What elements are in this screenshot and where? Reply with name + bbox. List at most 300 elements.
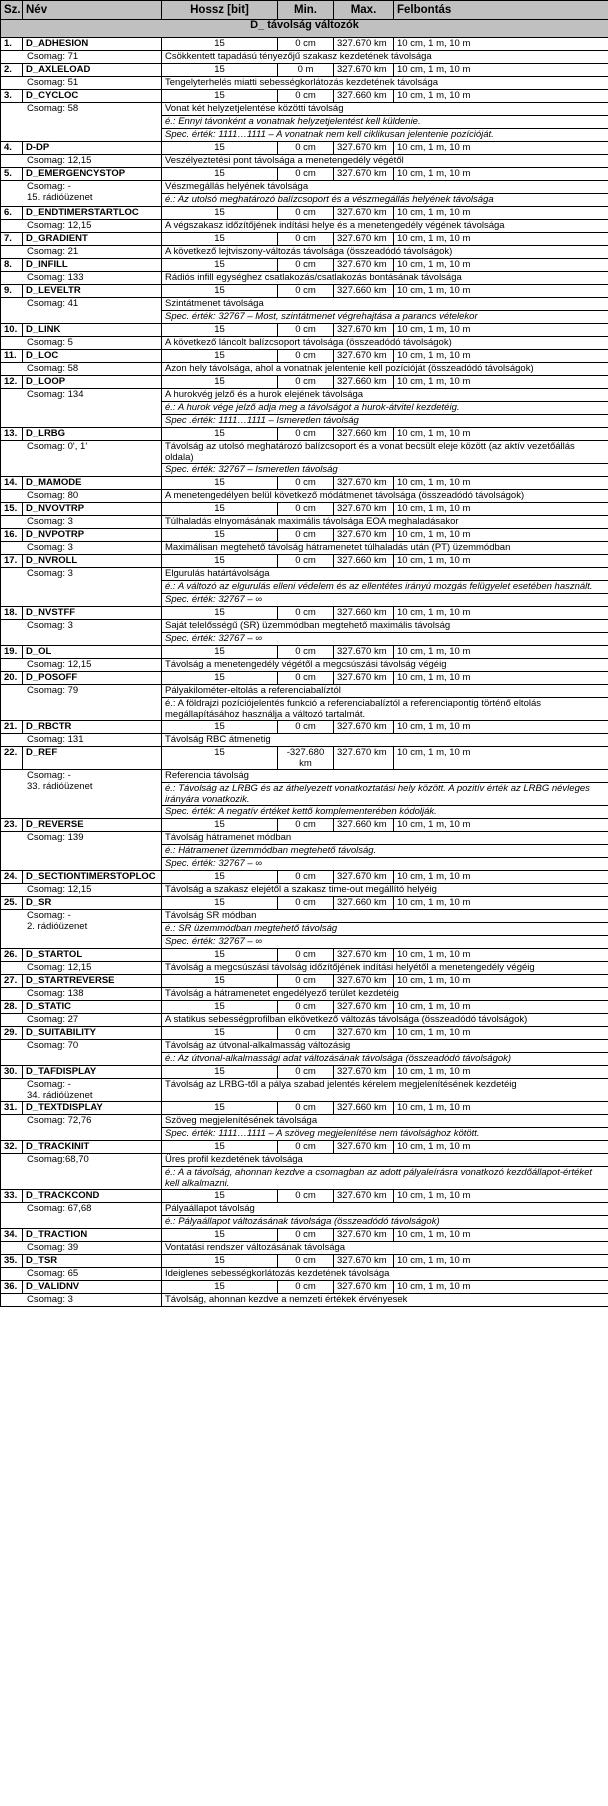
description-text: Szintátmenet távolsága (165, 298, 264, 309)
col-header-resolution: Felbontás (394, 1, 608, 20)
bit-length: 15 (162, 1190, 278, 1203)
resolution: 10 cm, 1 m, 10 m (394, 646, 608, 659)
table-row-detail (1, 77, 608, 90)
table-row (1, 1229, 608, 1242)
package-line: Csomag:68,70 (27, 1154, 89, 1165)
row-number: 15. (1, 503, 23, 516)
description-note: Spec. érték: 32767 – ∞ (162, 857, 608, 870)
package-info (1, 542, 162, 555)
min-value: 0 cm (278, 1255, 334, 1268)
description-cell (162, 103, 608, 142)
table-row (1, 747, 608, 770)
package-info (1, 77, 162, 90)
header-row (1, 1, 608, 20)
variable-name: D_STATIC (23, 1001, 162, 1014)
table-row (1, 1027, 608, 1040)
table-row-detail (1, 1079, 608, 1102)
table-row-detail (1, 516, 608, 529)
description-text: Csökkentett tapadású tényezőjű szakasz kezdetének távolsága (165, 51, 432, 62)
table-row (1, 1141, 608, 1154)
resolution: 10 cm, 1 m, 10 m (394, 1102, 608, 1115)
package-info (1, 962, 162, 975)
description-cell (162, 1154, 608, 1190)
bit-length: 15 (162, 168, 278, 181)
variable-name: D_LOC (23, 350, 162, 363)
package-info (1, 1154, 162, 1190)
table-row-detail (1, 51, 608, 64)
min-value: 0 cm (278, 529, 334, 542)
bit-length: 15 (162, 1255, 278, 1268)
description-cell (162, 155, 608, 168)
resolution: 10 cm, 1 m, 10 m (394, 975, 608, 988)
max-value: 327.670 km (334, 1190, 394, 1203)
package-line: Csomag: - (27, 770, 71, 781)
table-row-detail (1, 620, 608, 646)
description-cell (162, 685, 608, 721)
max-value: 327.660 km (334, 819, 394, 832)
variable-name: D_LRBG (23, 428, 162, 441)
description-text: Maximálisan megtehető távolság hátramenetet túlhaladás után (PT) üzemmódban (165, 542, 511, 553)
package-info (1, 988, 162, 1001)
table-row-detail (1, 272, 608, 285)
table-body (1, 38, 608, 1307)
variable-name: D_REVERSE (23, 819, 162, 832)
min-value: 0 m (278, 64, 334, 77)
variable-name: D_STARTOL (23, 949, 162, 962)
table-row (1, 1190, 608, 1203)
table-row (1, 871, 608, 884)
package-line: Csomag: 12,15 (27, 659, 92, 670)
max-value: 327.660 km (334, 607, 394, 620)
bit-length: 15 (162, 949, 278, 962)
package-info (1, 1242, 162, 1255)
package-info (1, 1268, 162, 1281)
package-line: Csomag: 131 (27, 734, 84, 745)
col-header-min: Min. (278, 1, 334, 20)
description-cell (162, 246, 608, 259)
package-line: Csomag: 139 (27, 832, 84, 843)
table-row-detail (1, 490, 608, 503)
resolution: 10 cm, 1 m, 10 m (394, 672, 608, 685)
variable-name: D_INFILL (23, 259, 162, 272)
table-row (1, 477, 608, 490)
resolution: 10 cm, 1 m, 10 m (394, 259, 608, 272)
resolution: 10 cm, 1 m, 10 m (394, 1255, 608, 1268)
row-number: 7. (1, 233, 23, 246)
max-value: 327.670 km (334, 142, 394, 155)
min-value: -327.680 km (278, 747, 334, 770)
col-header-max: Max. (334, 1, 394, 20)
table-row-detail (1, 734, 608, 747)
description-cell (162, 516, 608, 529)
variable-name: D_NVPOTRP (23, 529, 162, 542)
resolution: 10 cm, 1 m, 10 m (394, 555, 608, 568)
package-info (1, 734, 162, 747)
table-row-detail (1, 1115, 608, 1141)
table-row (1, 721, 608, 734)
package-line: Csomag: 79 (27, 685, 79, 696)
description-text: Távolság hátramenet módban (165, 832, 292, 843)
description-text: A statikus sebességprofilban elkövetkező változás távolsága (összeadódó távolságok) (165, 1014, 528, 1025)
package-info (1, 1294, 162, 1307)
resolution: 10 cm, 1 m, 10 m (394, 207, 608, 220)
description-text: Távolság a menetengedély végétől a megcsúszási távolság végéig (165, 659, 447, 670)
table-row (1, 672, 608, 685)
description-text: Távolság a hátramenetet engedélyező terület kezdetéig (165, 988, 399, 999)
bit-length: 15 (162, 350, 278, 363)
max-value: 327.660 km (334, 1102, 394, 1115)
table-row (1, 1281, 608, 1294)
package-info (1, 1040, 162, 1066)
package-info (1, 884, 162, 897)
description-text: Saját telelősségű (SR) üzemmódban megtehető maximális távolság (165, 620, 451, 631)
package-line: Csomag: 67,68 (27, 1203, 92, 1214)
row-number: 12. (1, 376, 23, 389)
description-text: Szöveg megjelenítésének távolsága (165, 1115, 318, 1126)
table-row-detail (1, 246, 608, 259)
max-value: 327.670 km (334, 1066, 394, 1079)
package-info (1, 246, 162, 259)
description-cell (162, 220, 608, 233)
variable-name: D_TRACKCOND (23, 1190, 162, 1203)
variable-name: D_REF (23, 747, 162, 770)
max-value: 327.670 km (334, 233, 394, 246)
description-cell (162, 620, 608, 646)
min-value: 0 cm (278, 1066, 334, 1079)
col-header-name: Név (23, 1, 162, 20)
table-row-detail (1, 568, 608, 607)
row-number: 36. (1, 1281, 23, 1294)
description-text: Távolság a megcsúszási távolság időzítőjének indítási helyétől a menetengedély végéig (165, 962, 535, 973)
table-row-detail (1, 910, 608, 949)
package-line: Csomag: 51 (27, 77, 79, 88)
package-line: Csomag: 5 (27, 337, 73, 348)
description-cell (162, 298, 608, 324)
variable-name: D_TAFDISPLAY (23, 1066, 162, 1079)
description-text: Távolság SR módban (165, 910, 257, 921)
table-row (1, 975, 608, 988)
row-number: 9. (1, 285, 23, 298)
table-row-detail (1, 832, 608, 871)
resolution: 10 cm, 1 m, 10 m (394, 90, 608, 103)
variable-name: D_POSOFF (23, 672, 162, 685)
description-cell (162, 1040, 608, 1066)
table-row-detail (1, 1014, 608, 1027)
table-row-detail (1, 542, 608, 555)
description-cell (162, 337, 608, 350)
description-cell (162, 884, 608, 897)
bit-length: 15 (162, 1141, 278, 1154)
description-text: Távolság RBC átmenetig (165, 734, 271, 745)
row-number: 6. (1, 207, 23, 220)
variable-name: D_MAMODE (23, 477, 162, 490)
resolution: 10 cm, 1 m, 10 m (394, 376, 608, 389)
col-header-bits: Hossz [bit] (162, 1, 278, 20)
package-info (1, 441, 162, 477)
row-number: 16. (1, 529, 23, 542)
description-note: Spec. érték: 32767 – ∞ (162, 935, 608, 948)
bit-length: 15 (162, 819, 278, 832)
table-row-detail (1, 389, 608, 428)
description-note: Spec .érték: 1111…1111 – Ismeretlen távolság (162, 414, 608, 427)
description-note: é.: Távolság az LRBG és az áthelyezett vonatkoztatási hely között. A pozitív érték az LRBG névleges irányára vonatkozik. (162, 782, 608, 805)
package-line: Csomag: - (27, 910, 71, 921)
max-value: 327.660 km (334, 897, 394, 910)
min-value: 0 cm (278, 1281, 334, 1294)
max-value: 327.660 km (334, 428, 394, 441)
variable-name: D_EMERGENCYSTOP (23, 168, 162, 181)
max-value: 327.670 km (334, 1255, 394, 1268)
description-text: Távolság a szakasz elejétől a szakasz time-out megállító helyéig (165, 884, 437, 895)
resolution: 10 cm, 1 m, 10 m (394, 1281, 608, 1294)
package-line: Csomag: 72,76 (27, 1115, 92, 1126)
resolution: 10 cm, 1 m, 10 m (394, 1141, 608, 1154)
max-value: 327.670 km (334, 38, 394, 51)
package-line: Csomag: 12,15 (27, 962, 92, 973)
description-cell (162, 770, 608, 819)
table-row (1, 819, 608, 832)
min-value: 0 cm (278, 324, 334, 337)
description-cell (162, 1079, 608, 1102)
description-cell (162, 389, 608, 428)
bit-length: 15 (162, 529, 278, 542)
max-value: 327.670 km (334, 1141, 394, 1154)
table-row-detail (1, 103, 608, 142)
description-note: é.: Az utolsó meghatározó balízcsoport és a vészmegállás helyének távolsága (162, 193, 608, 206)
package-info (1, 103, 162, 142)
table-row (1, 428, 608, 441)
bit-length: 15 (162, 376, 278, 389)
description-text: é.: A földrajzi pozíciójelentés funkció a referenciabalíztól a referenciapontig történő eltolás megállapításához használja a változó tartalmát. (162, 697, 608, 720)
table-row-detail (1, 181, 608, 207)
max-value: 327.670 km (334, 672, 394, 685)
min-value: 0 cm (278, 975, 334, 988)
row-number: 1. (1, 38, 23, 51)
description-note: é.: Pályaállapot változásának távolsága (összeadódó távolságok) (162, 1215, 608, 1228)
package-info (1, 1079, 162, 1102)
min-value: 0 cm (278, 168, 334, 181)
table-row-detail (1, 1203, 608, 1229)
description-cell (162, 1014, 608, 1027)
variable-name: D_NVSTFF (23, 607, 162, 620)
description-cell (162, 1115, 608, 1141)
resolution: 10 cm, 1 m, 10 m (394, 503, 608, 516)
min-value: 0 cm (278, 721, 334, 734)
max-value: 327.670 km (334, 1281, 394, 1294)
table-row (1, 64, 608, 77)
min-value: 0 cm (278, 90, 334, 103)
resolution: 10 cm, 1 m, 10 m (394, 721, 608, 734)
description-note: Spec. érték: 1111…1111 – A szöveg megjelenítése nem távolsághoz kötött. (162, 1127, 608, 1140)
table-row (1, 1255, 608, 1268)
min-value: 0 cm (278, 285, 334, 298)
row-number: 22. (1, 747, 23, 770)
description-text: A végszakasz időzítőjének indítási helye és a menetengedély végének távolsága (165, 220, 505, 231)
min-value: 0 cm (278, 1190, 334, 1203)
row-number: 33. (1, 1190, 23, 1203)
package-line: Csomag: 3 (27, 620, 73, 631)
row-number: 3. (1, 90, 23, 103)
description-text: Ideiglenes sebességkorlátozás kezdetének távolsága (165, 1268, 390, 1279)
description-text: Pályaállapot távolság (165, 1203, 255, 1214)
package-line: Csomag: 39 (27, 1242, 79, 1253)
package-info (1, 620, 162, 646)
min-value: 0 cm (278, 376, 334, 389)
table-row-detail (1, 441, 608, 477)
resolution: 10 cm, 1 m, 10 m (394, 1001, 608, 1014)
bit-length: 15 (162, 428, 278, 441)
package-line: Csomag: 0', 1' (27, 441, 88, 452)
max-value: 327.670 km (334, 646, 394, 659)
resolution: 10 cm, 1 m, 10 m (394, 1190, 608, 1203)
package-line: Csomag: 12,15 (27, 220, 92, 231)
min-value: 0 cm (278, 1001, 334, 1014)
row-number: 2. (1, 64, 23, 77)
row-number: 11. (1, 350, 23, 363)
max-value: 327.670 km (334, 1027, 394, 1040)
max-value: 327.660 km (334, 376, 394, 389)
variable-name: D_TRACKINIT (23, 1141, 162, 1154)
bit-length: 15 (162, 142, 278, 155)
max-value: 327.670 km (334, 1001, 394, 1014)
col-header-sz: Sz. (1, 1, 23, 20)
description-text: Üres profil kezdetének távolsága (165, 1154, 303, 1165)
resolution: 10 cm, 1 m, 10 m (394, 233, 608, 246)
max-value: 327.670 km (334, 721, 394, 734)
bit-length: 15 (162, 477, 278, 490)
package-line: Csomag: 3 (27, 516, 73, 527)
variable-name: D_CYCLOC (23, 90, 162, 103)
description-cell (162, 832, 608, 871)
package-info (1, 51, 162, 64)
min-value: 0 cm (278, 503, 334, 516)
package-line: Csomag: 3 (27, 568, 73, 579)
package-line: Csomag: 27 (27, 1014, 79, 1025)
table-row-detail (1, 1268, 608, 1281)
bit-length: 15 (162, 607, 278, 620)
variable-name: D_ENDTIMERSTARTLOC (23, 207, 162, 220)
description-cell (162, 1294, 608, 1307)
table-row (1, 503, 608, 516)
description-text: Vonat két helyzetjelentése közötti távolság (165, 103, 344, 114)
resolution: 10 cm, 1 m, 10 m (394, 897, 608, 910)
max-value: 327.670 km (334, 477, 394, 490)
description-note: Spec. érték: 32767 – Most, szintátmenet végrehajtása a parancs vételekor (162, 310, 608, 323)
package-line: Csomag: 12,15 (27, 884, 92, 895)
description-text: Túlhaladás elnyomásának maximális távolsága EOA meghaladásakor (165, 516, 459, 527)
section-title: D_ távolság változók (1, 20, 608, 38)
table-row-detail (1, 298, 608, 324)
row-number: 17. (1, 555, 23, 568)
max-value: 327.670 km (334, 324, 394, 337)
bit-length: 15 (162, 259, 278, 272)
table-row (1, 529, 608, 542)
variable-name: D_TRACTION (23, 1229, 162, 1242)
resolution: 10 cm, 1 m, 10 m (394, 428, 608, 441)
package-line: Csomag: 41 (27, 298, 79, 309)
min-value: 0 cm (278, 233, 334, 246)
min-value: 0 cm (278, 1027, 334, 1040)
row-number: 4. (1, 142, 23, 155)
table-row-detail (1, 685, 608, 721)
description-cell (162, 441, 608, 477)
package-line: Csomag: 58 (27, 103, 79, 114)
variable-name: D_NVROLL (23, 555, 162, 568)
table-row-detail (1, 220, 608, 233)
variable-name: D_STARTREVERSE (23, 975, 162, 988)
variable-name: D_LINK (23, 324, 162, 337)
bit-length: 15 (162, 1066, 278, 1079)
resolution: 10 cm, 1 m, 10 m (394, 142, 608, 155)
resolution: 10 cm, 1 m, 10 m (394, 168, 608, 181)
description-text: A menetengedélyen belül következő módátmenet távolsága (összeadódó távolságok) (165, 490, 525, 501)
bit-length: 15 (162, 90, 278, 103)
description-cell (162, 1203, 608, 1229)
resolution: 10 cm, 1 m, 10 m (394, 477, 608, 490)
package-info (1, 389, 162, 428)
row-number: 21. (1, 721, 23, 734)
max-value: 327.670 km (334, 1229, 394, 1242)
variable-name: D_ADHESION (23, 38, 162, 51)
bit-length: 15 (162, 1001, 278, 1014)
table-row (1, 168, 608, 181)
package-line: Csomag: - (27, 181, 71, 192)
table-row (1, 1001, 608, 1014)
min-value: 0 cm (278, 350, 334, 363)
package-line: Csomag: 80 (27, 490, 79, 501)
min-value: 0 cm (278, 142, 334, 155)
description-note: Spec. érték: 32767 – Ismeretlen távolság (162, 463, 608, 476)
max-value: 327.670 km (334, 747, 394, 770)
package-info (1, 155, 162, 168)
table-row (1, 555, 608, 568)
table-row (1, 607, 608, 620)
table-row-detail (1, 962, 608, 975)
description-cell (162, 181, 608, 207)
description-text: Pályakilométer-eltolás a referenciabalíztól (165, 685, 341, 696)
table-row (1, 259, 608, 272)
table-row (1, 324, 608, 337)
row-number: 24. (1, 871, 23, 884)
resolution: 10 cm, 1 m, 10 m (394, 64, 608, 77)
package-info (1, 910, 162, 949)
table-row (1, 350, 608, 363)
description-text: Azon hely távolsága, ahol a vonatnak jelentenie kell pozícióját (összeadódó távolságok) (165, 363, 534, 374)
table-row (1, 1102, 608, 1115)
max-value: 327.670 km (334, 64, 394, 77)
max-value: 327.670 km (334, 350, 394, 363)
table-row-detail (1, 884, 608, 897)
table-row (1, 897, 608, 910)
max-value: 327.670 km (334, 975, 394, 988)
bit-length: 15 (162, 1281, 278, 1294)
description-cell (162, 910, 608, 949)
resolution: 10 cm, 1 m, 10 m (394, 285, 608, 298)
description-text: Távolság az útvonal-alkalmasság változásig (165, 1040, 351, 1051)
description-note: é.: SR üzemmódban megtehető távolság (162, 922, 608, 935)
package-line: Csomag: 58 (27, 363, 79, 374)
description-cell (162, 272, 608, 285)
max-value: 327.660 km (334, 90, 394, 103)
description-text: Referencia távolság (165, 770, 249, 781)
package-info (1, 832, 162, 871)
row-number: 8. (1, 259, 23, 272)
table-row (1, 38, 608, 51)
min-value: 0 cm (278, 819, 334, 832)
description-cell (162, 490, 608, 503)
min-value: 0 cm (278, 259, 334, 272)
description-note: Spec. érték: A negatív értéket kettő komplementerében kódolják. (162, 805, 608, 818)
